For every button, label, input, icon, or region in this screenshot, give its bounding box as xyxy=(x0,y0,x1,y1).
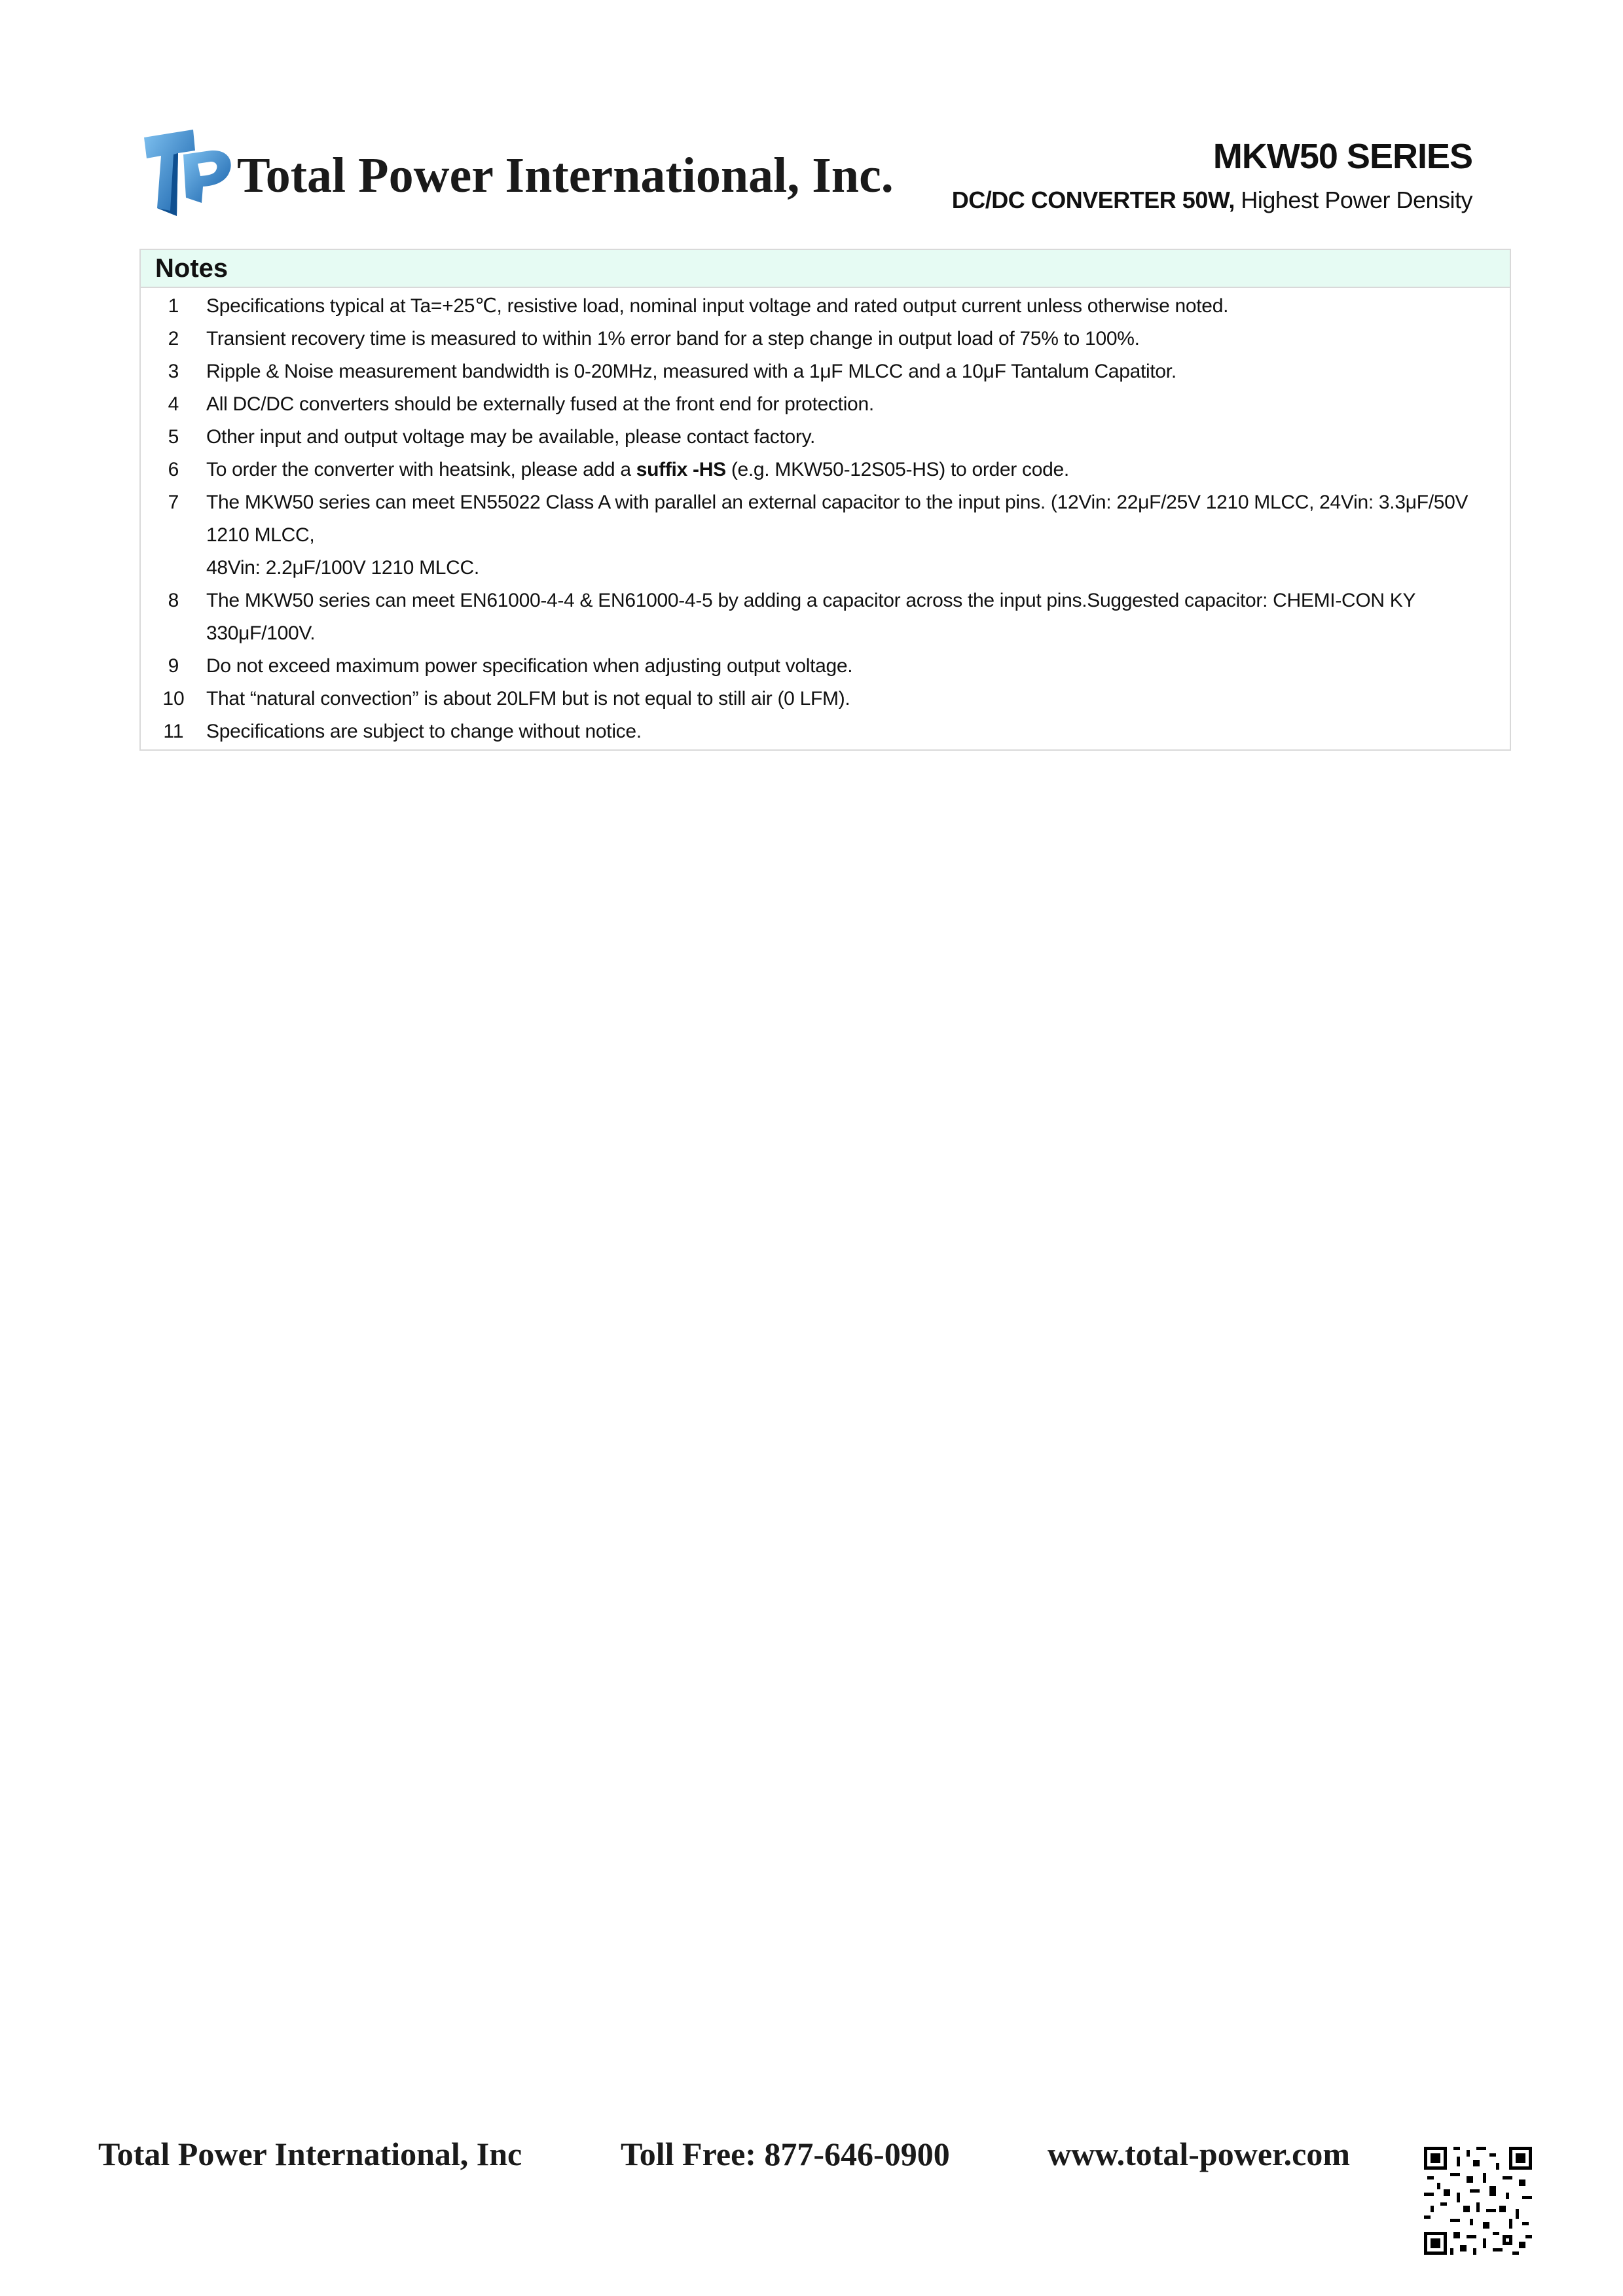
note-text: Other input and output voltage may be available, please contact factory. xyxy=(206,426,816,448)
note-number: 10 xyxy=(162,688,185,709)
note-text-bold: suffix -HS xyxy=(636,459,726,480)
note-number: 2 xyxy=(168,328,179,350)
note-row xyxy=(141,584,1510,650)
series-title: MKW50 SERIES xyxy=(1213,137,1472,176)
qr-code-icon xyxy=(1424,2147,1532,2255)
note-number: 6 xyxy=(168,459,179,480)
note-row xyxy=(141,290,1510,323)
note-text: Do not exceed maximum power specification when adjusting output voltage. xyxy=(206,655,853,677)
footer-toll-free: Toll Free: 877-646-0900 xyxy=(621,2136,950,2172)
note-text-line2: 48Vin: 2.2μF/100V 1210 MLCC. xyxy=(206,557,479,579)
note-text-post: (e.g. MKW50-12S05-HS) to order code. xyxy=(725,459,1069,480)
subtitle-rest: Highest Power Density xyxy=(1234,187,1472,213)
note-text-line1: The MKW50 series can meet EN55022 Class A with parallel an external capacitor to the input pins. (12Vin: 22μF/25V 1210 MLCC, 24Vin: 3.3μF/50V 1210 MLCC, xyxy=(206,492,1468,546)
product-subtitle xyxy=(952,187,1472,214)
footer-company: Total Power International, Inc xyxy=(98,2136,522,2172)
note-text: Specifications typical at Ta=+25℃, resistive load, nominal input voltage and rated output current unless otherwise noted. xyxy=(206,295,1229,317)
note-text-pre: To order the converter with heatsink, please add a xyxy=(206,459,636,480)
note-row xyxy=(141,486,1510,584)
note-row xyxy=(141,388,1510,421)
note-text: Transient recovery time is measured to within 1% error band for a step change in output load of 75% to 100%. xyxy=(206,328,1140,350)
note-number: 4 xyxy=(168,393,179,415)
note-text: That “natural convection” is about 20LFM but is not equal to still air (0 LFM). xyxy=(206,688,850,709)
note-text: Specifications are subject to change without notice. xyxy=(206,721,642,742)
note-text: All DC/DC converters should be externally fused at the front end for protection. xyxy=(206,393,874,415)
note-number: 8 xyxy=(168,590,179,611)
note-number: 11 xyxy=(163,721,184,742)
note-text xyxy=(206,454,1510,486)
note-number: 7 xyxy=(168,492,179,513)
note-text xyxy=(206,486,1510,584)
note-row xyxy=(141,683,1510,715)
note-number: 9 xyxy=(168,655,179,677)
note-row xyxy=(141,715,1510,748)
notes-table xyxy=(139,249,1511,751)
note-number: 3 xyxy=(168,361,179,382)
note-row xyxy=(141,454,1510,486)
subtitle-bold: DC/DC CONVERTER 50W, xyxy=(951,187,1235,213)
note-row xyxy=(141,650,1510,683)
note-row xyxy=(141,323,1510,355)
note-row xyxy=(141,355,1510,388)
footer-website[interactable]: www.total-power.com xyxy=(1048,2136,1350,2172)
note-text: Ripple & Noise measurement bandwidth is 0-20MHz, measured with a 1μF MLCC and a 10μF Tantalum Capatitor. xyxy=(206,361,1176,382)
note-number: 1 xyxy=(168,295,179,317)
notes-title: Notes xyxy=(141,250,1510,288)
note-row xyxy=(141,421,1510,454)
note-number: 5 xyxy=(168,426,179,448)
company-name: Total Power International, Inc. xyxy=(237,148,894,203)
note-text: The MKW50 series can meet EN61000-4-4 & EN61000-4-5 by adding a capacitor across the input pins.Suggested capacitor: CHEMI-CON KY 330μF/100V. xyxy=(206,590,1415,644)
tp-logo-icon xyxy=(137,124,236,223)
